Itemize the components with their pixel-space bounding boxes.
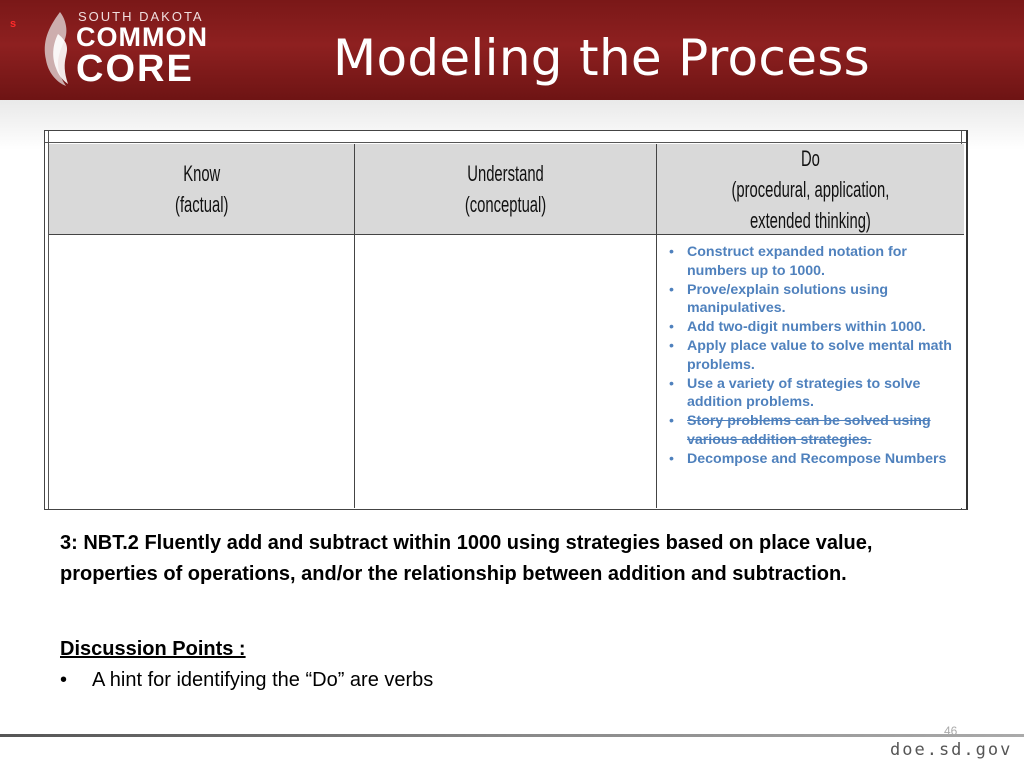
do-item: • Prove/explain solutions using manipulatives. (669, 281, 958, 319)
header-know (49, 144, 355, 235)
table-top-rule (45, 131, 966, 143)
standard-text: 3: NBT.2 Fluently add and subtract within 1000 using strategies based on place value, properties of operations, and/or the relationship between addition and subtraction. (60, 532, 873, 585)
table-grid (49, 144, 964, 508)
do-item: • Use a variety of strategies to solve addition problems. (669, 375, 958, 413)
header-do-line1: Do (801, 145, 820, 171)
do-cell (657, 235, 964, 508)
header-do-line3: extended thinking) (750, 207, 871, 233)
corner-mark: s (10, 18, 17, 30)
do-item: • Decompose and Recompose Numbers (669, 450, 958, 469)
understand-cell (355, 235, 657, 508)
do-item: • Add two-digit numbers within 1000. (669, 318, 958, 337)
logo-line-3: CORE (76, 48, 194, 90)
header-do-line2: (procedural, application, (731, 176, 890, 202)
header-do (657, 144, 964, 235)
footer-site: doe.sd.gov (890, 740, 1013, 760)
do-item-struck: • Story problems can be solved using various addition strategies. (669, 412, 958, 450)
flame-logo-icon (38, 8, 78, 88)
header-understand-line2: (conceptual) (464, 192, 547, 217)
discussion-heading: Discussion Points : (60, 638, 246, 660)
bullet-icon: • (60, 669, 68, 691)
do-list (657, 235, 964, 469)
discussion-item-text: A hint for identifying the “Do” are verbs (92, 669, 434, 691)
header-know-line1: Know (182, 161, 220, 186)
common-core-logo (76, 9, 208, 90)
logo-line-2: COMMON (76, 22, 208, 52)
header-understand (355, 144, 657, 235)
do-item: • Construct expanded notation for numbers up to 1000. (669, 243, 958, 281)
page-title: Modeling the Process (333, 29, 870, 87)
footer-rule (0, 734, 1024, 737)
do-item: • Apply place value to solve mental math problems. (669, 337, 958, 375)
know-cell (49, 235, 355, 508)
discussion-item (60, 667, 433, 693)
header-know-line2: (factual) (174, 192, 229, 217)
know-understand-do-table (44, 130, 968, 510)
header-understand-line1: Understand (467, 161, 544, 186)
logo-line-1: SOUTH DAKOTA (78, 9, 204, 24)
slide-number: 46 (944, 724, 958, 738)
